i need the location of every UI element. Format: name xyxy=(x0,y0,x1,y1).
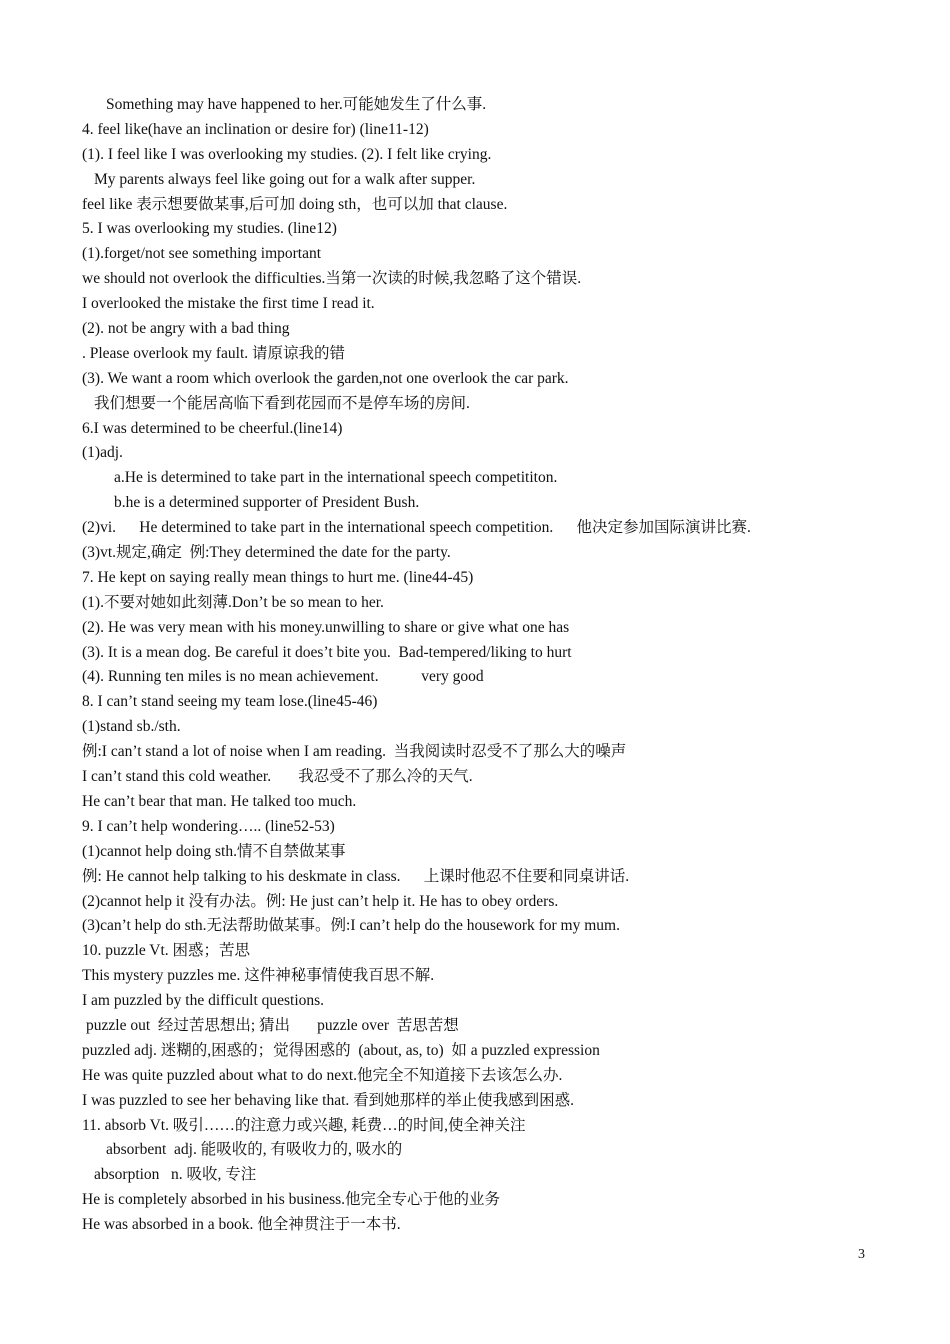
text-line: (2). not be angry with a bad thing xyxy=(82,320,290,338)
text-line: 我们想要一个能居高临下看到花园而不是停车场的房间. xyxy=(94,394,470,412)
section-heading-5: 5. I was overlooking my studies. (line12) xyxy=(82,220,337,238)
text-line: 例: He cannot help talking to his deskmate in class. 上课时他忍不住要和同桌讲话. xyxy=(82,867,630,885)
text-line: This mystery puzzles me. 这件神秘事情使我百思不解. xyxy=(82,967,435,985)
text-line: (1)cannot help doing sth.情不自禁做某事 xyxy=(82,842,346,860)
text-line: we should not overlook the difficulties.当第一次读的时候,我忽略了这个错误. xyxy=(82,270,582,288)
text-line: (1)stand sb./sth. xyxy=(82,718,181,736)
section-heading-11: 11. absorb Vt. 吸引……的注意力或兴趣, 耗费…的时间,使全神关注 xyxy=(82,1116,526,1134)
text-line: (3). It is a mean dog. Be careful it does’t bite you. Bad-tempered/liking to hurt xyxy=(82,643,572,661)
text-line: absorbent adj. 能吸收的, 有吸收力的, 吸水的 xyxy=(106,1141,403,1159)
text-line: He was absorbed in a book. 他全神贯注于一本书. xyxy=(82,1216,401,1234)
text-line: b.he is a determined supporter of President Bush. xyxy=(114,494,420,512)
text-line: . Please overlook my fault. 请原谅我的错 xyxy=(82,344,346,362)
text-line: puzzled adj. 迷糊的,困惑的；觉得困惑的 (about, as, to) 如 a puzzled expression xyxy=(82,1041,600,1059)
text-line: a.He is determined to take part in the international speech competititon. xyxy=(114,469,558,487)
text-line: absorption n. 吸收, 专注 xyxy=(94,1166,257,1184)
text-line: (2)cannot help it 没有办法。例: He just can’t help it. He has to obey orders. xyxy=(82,892,559,910)
text-line: My parents always feel like going out for a walk after supper. xyxy=(94,170,476,188)
text-line: 例:I can’t stand a lot of noise when I am reading. 当我阅读时忍受不了那么大的噪声 xyxy=(82,743,627,761)
text-line: (1).不要对她如此刻薄.Don’t be so mean to her. xyxy=(82,593,384,611)
page-number: 3 xyxy=(858,1247,865,1262)
text-line: Something may have happened to her.可能她发生了什么事. xyxy=(106,96,487,113)
text-line: (1)adj. xyxy=(82,444,123,462)
text-body xyxy=(82,93,902,1238)
text-line: I can’t stand this cold weather. 我忍受不了那么冷的天气. xyxy=(82,768,473,786)
section-heading-6: 6.I was determined to be cheerful.(line14) xyxy=(82,419,343,437)
section-heading-10: 10. puzzle Vt. 困惑；苦思 xyxy=(82,942,251,960)
text-line: I overlooked the mistake the first time I read it. xyxy=(82,295,375,313)
text-line: (1).forget/not see something important xyxy=(82,245,322,263)
text-line: (3)can’t help do sth.无法帮助做某事。例:I can’t help do the housework for my mum. xyxy=(82,917,620,935)
text-line: feel like 表示想要做某事,后可加 doing sth，也可以加 that clause. xyxy=(82,195,508,213)
text-line: (2). He was very mean with his money.unwilling to share or give what one has xyxy=(82,618,570,636)
section-heading-4: 4. feel like(have an inclination or desire for) (line11-12) xyxy=(82,120,429,138)
text-line: (3)vt.规定,确定 例:They determined the date for the party. xyxy=(82,544,451,562)
section-heading-9: 9. I can’t help wondering….. (line52-53) xyxy=(82,817,335,835)
text-line: (4). Running ten miles is no mean achievement. very good xyxy=(82,668,484,686)
text-line: puzzle out 经过苦思想出; 猜出 puzzle over 苦思苦想 xyxy=(86,1016,459,1034)
text-line: He was quite puzzled about what to do next.他完全不知道接下去该怎么办. xyxy=(82,1066,563,1084)
text-line: He is completely absorbed in his business.他完全专心于他的业务 xyxy=(82,1191,501,1209)
text-line: (3). We want a room which overlook the garden,not one overlook the car park. xyxy=(82,369,569,387)
text-line: I am puzzled by the difficult questions. xyxy=(82,992,325,1010)
text-line: (1). I feel like I was overlooking my studies. (2). I felt like crying. xyxy=(82,145,492,163)
text-line: I was puzzled to see her behaving like that. 看到她那样的举止使我感到困惑. xyxy=(82,1091,575,1109)
text-line: He can’t bear that man. He talked too much. xyxy=(82,792,357,810)
text-line: (2)vi. He determined to take part in the international speech competition. 他决定参加国际演讲比赛. xyxy=(82,519,751,537)
section-heading-8: 8. I can’t stand seeing my team lose.(line45-46) xyxy=(82,693,378,711)
section-heading-7: 7. He kept on saying really mean things to hurt me. (line44-45) xyxy=(82,568,474,586)
